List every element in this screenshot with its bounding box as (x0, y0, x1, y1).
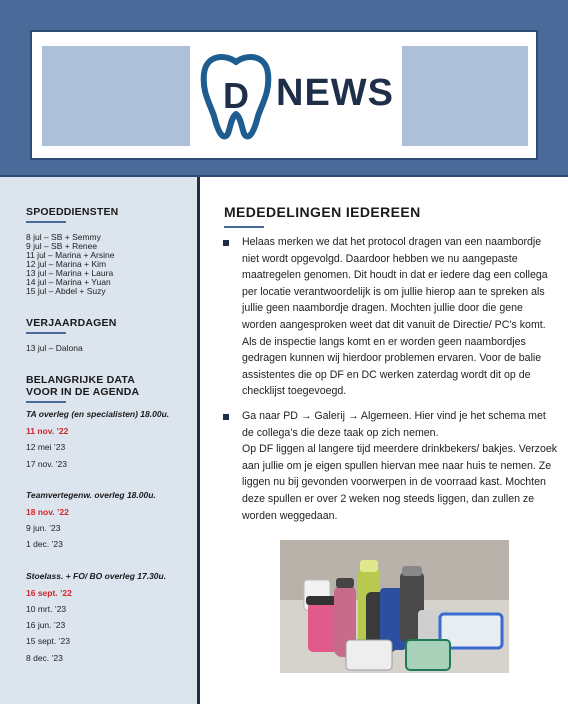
agenda-date: 9 jun. ’23 (26, 523, 61, 533)
sidebar (0, 177, 199, 704)
title-rule (224, 226, 264, 228)
heading-rule (26, 332, 66, 334)
agenda-highlight-date: 16 sept. ’22 (26, 588, 72, 598)
logo-letter: D (223, 75, 249, 116)
announcement-paragraph: Helaas merken we dat het protocol dragen van een naambordje niet wordt opgevolgd. Daardoor hebben we nu aangepaste maatregelen genomen. Dit houdt in dat er iedere dag een collega per locatie verantwoordelijk is om jullie hierop aan te spreken als jullie geen naambordje dragen. Mochten jullie door die gene worden aangesproken weet dat dit vanuit de Directie/ PC’s komt. Als de inspectie langs komt en er worden geen naambordjes gedragen kunnen wij hierdoor problemen ervaren. Voor de balie assistentes die op DF en DC werken zaterdag wordt dit op de checklijst toegevoegd. (242, 236, 548, 398)
agenda-date: 16 jun. ’23 (26, 620, 66, 630)
agenda-highlight-date: 18 nov. ’22 (26, 507, 69, 517)
agenda-date: 1 dec. ’23 (26, 539, 63, 549)
tooth-icon (196, 52, 276, 140)
agenda-date: 10 mrt. ’23 (26, 604, 67, 614)
agenda-group-title: Stoelass. + FO/ BO overleg 17.30u. (26, 571, 167, 581)
announcement-paragraph: Ga naar PD → Galerij → Algemeen. Hier vind je het schema met de collega’s die deze taak op zich nemen. Op DF liggen al langere tijd meerdere drinkbekers/ bakjes. Verzoek aan jullie om je eigen spullen hiervan mee naar huis te nemen. Ze liggen nu bij gevonden voorwerpen in de voorraad kast. Mochten deze spullen er over 2 weken nog steeds liggen, dan zullen ze worden weggedaan. (242, 410, 558, 522)
logo (190, 46, 402, 146)
agenda-heading-1: BELANGRIJKE DATA (26, 374, 135, 386)
verjaardagen-heading: VERJAARDAGEN (26, 317, 117, 329)
heading-rule (26, 401, 66, 403)
drink-bottles-photo (280, 540, 509, 673)
masthead-panel-left (42, 46, 192, 146)
spoeddienst-line: 14 jul – Marina + Yuan (26, 277, 111, 287)
bullet-icon (223, 414, 229, 420)
bullet-icon (223, 240, 229, 246)
agenda-date: 15 sept. ’23 (26, 636, 70, 646)
main-content (199, 177, 568, 704)
masthead-frame (30, 30, 538, 160)
spoeddienst-line: 13 jul – Marina + Laura (26, 268, 114, 278)
agenda-date: 12 mei ’23 (26, 442, 66, 452)
agenda-group-title: Teamvertegenw. overleg 18.00u. (26, 490, 156, 500)
birthday-line: 13 jul – Dalona (26, 343, 83, 353)
spoeddienst-line: 9 jul – SB + Renee (26, 241, 98, 251)
spoeddienst-line: 8 jul – SB + Semmy (26, 232, 101, 242)
spoeddienst-line: 11 jul – Marina + Arsine (26, 250, 115, 260)
heading-rule (26, 221, 66, 223)
agenda-date: 8 dec. ’23 (26, 653, 63, 663)
agenda-heading-2: VOOR IN DE AGENDA (26, 386, 140, 398)
main-title: MEDEDELINGEN IEDEREEN (224, 204, 421, 220)
spoeddienst-line: 12 jul – Marina + Kim (26, 259, 107, 269)
logo-word: NEWS (276, 72, 394, 114)
newsletter-header (0, 0, 568, 177)
spoeddiensten-heading: SPOEDDIENSTEN (26, 206, 119, 218)
agenda-date: 17 nov. ’23 (26, 459, 67, 469)
agenda-group-title: TA overleg (en specialisten) 18.00u. (26, 409, 170, 419)
spoeddienst-line: 15 jul – Abdel + Suzy (26, 286, 106, 296)
bottles-illustration (280, 540, 509, 673)
agenda-highlight-date: 11 nov. ’22 (26, 426, 69, 436)
masthead-panel-right (400, 46, 528, 146)
